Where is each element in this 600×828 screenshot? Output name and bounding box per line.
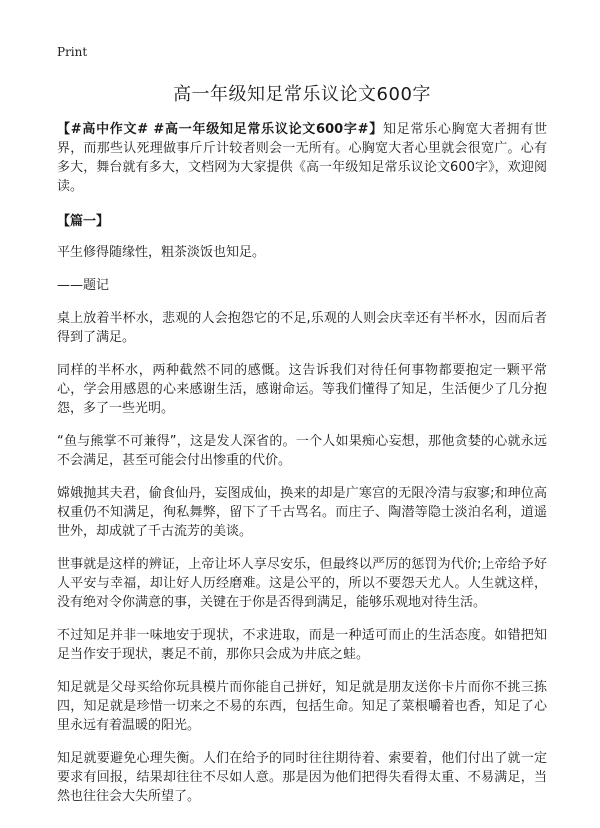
paragraph-contentment-is: 知足就是父母买给你玩具模片而你能自己拼好，知足就是朋友送你卡片而你不挑三拣四，知足就是珍惜一切来之不易的东西，包括生命。知足了菜根嚼着也香，知足了心里永远有着温暖的阳光。 <box>57 680 547 733</box>
page-title: 高一年级知足常乐议论文600字 <box>173 84 431 105</box>
paragraph-change: 嫦娥抛其夫君，偷食仙丹，妄图成仙，换来的却是广寒宫的无限冷清与寂寥;和珅位高权重仍不知满足，徇私舞弊，留下了千古骂名。而庄子、陶潜等隐士淡泊名利，道遥世外，却成就了千古流芳的美谈。 <box>57 486 547 539</box>
intro-paragraph <box>57 120 547 196</box>
document-body <box>57 80 547 820</box>
paragraph-balance: 知足就要避免心理失衡。人们在给予的同时往往期待着、索要着，他们付出了就一定要求有回报，结果却往往不尽如人意。那是因为他们把得失看得太重、不易满足，当然也往往会大失所望了。 <box>57 751 547 804</box>
paragraph-epigraph: 平生修得随缘性，粗茶淡饭也知足。 <box>57 245 266 260</box>
print-link[interactable]: Print <box>57 45 88 59</box>
paragraph-not-complacent: 不过知足并非一味地安于现状，不求进取，而是一种适可而止的生活态度。如错把知足当作安于现状，裹足不前，那你只会成为井底之蛙。 <box>57 628 547 662</box>
paragraph-epigraph-source: ——题记 <box>57 278 110 293</box>
paragraph-half-cup: 桌上放着半杯水，悲观的人会抱怨它的不足,乐观的人则会庆幸还有半杯水，因而后者得到了满足。 <box>57 311 547 345</box>
paragraph-two-feelings: 同样的半杯水，两种截然不同的感慨。这告诉我们对待任何事物都要抱定一颗平常心，学会用感恩的心来感谢生活，感谢命运。等我们懂得了知足，生活便少了几分抱怨，多了一些光明。 <box>57 363 547 416</box>
paragraph-fish-bear: “鱼与熊掌不可兼得”，这是发人深省的。一个人如果痴心妄想，那他贪婪的心就永远不会满足，甚至可能会付出惨重的代价。 <box>57 434 547 468</box>
section-heading: 【篇一】 <box>57 214 110 229</box>
intro-text: 知足常乐心胸宽大者拥有世界，而那些认死理做事斤斤计较者则会一无所有。心胸宽大者心里就会很宽广。心有多大，舞台就有多大，文档网为大家提供《高一年级知足常乐议论文600字》，欢迎阅读。 <box>57 122 547 194</box>
intro-tags: 【#高中作文# #高一年级知足常乐议论文600字#】 <box>57 122 383 137</box>
paragraph-dialectic: 世事就是这样的辨证，上帝让坏人享尽安乐，但最终以严厉的惩罚为代价;上帝给予好人平安与幸福，却让好人历经磨难。这是公平的，所以不要怨天尤人。人生就这样，没有绝对令你满意的事，关键在于你是否得到满足，能够乐观地对待生活。 <box>57 557 547 610</box>
